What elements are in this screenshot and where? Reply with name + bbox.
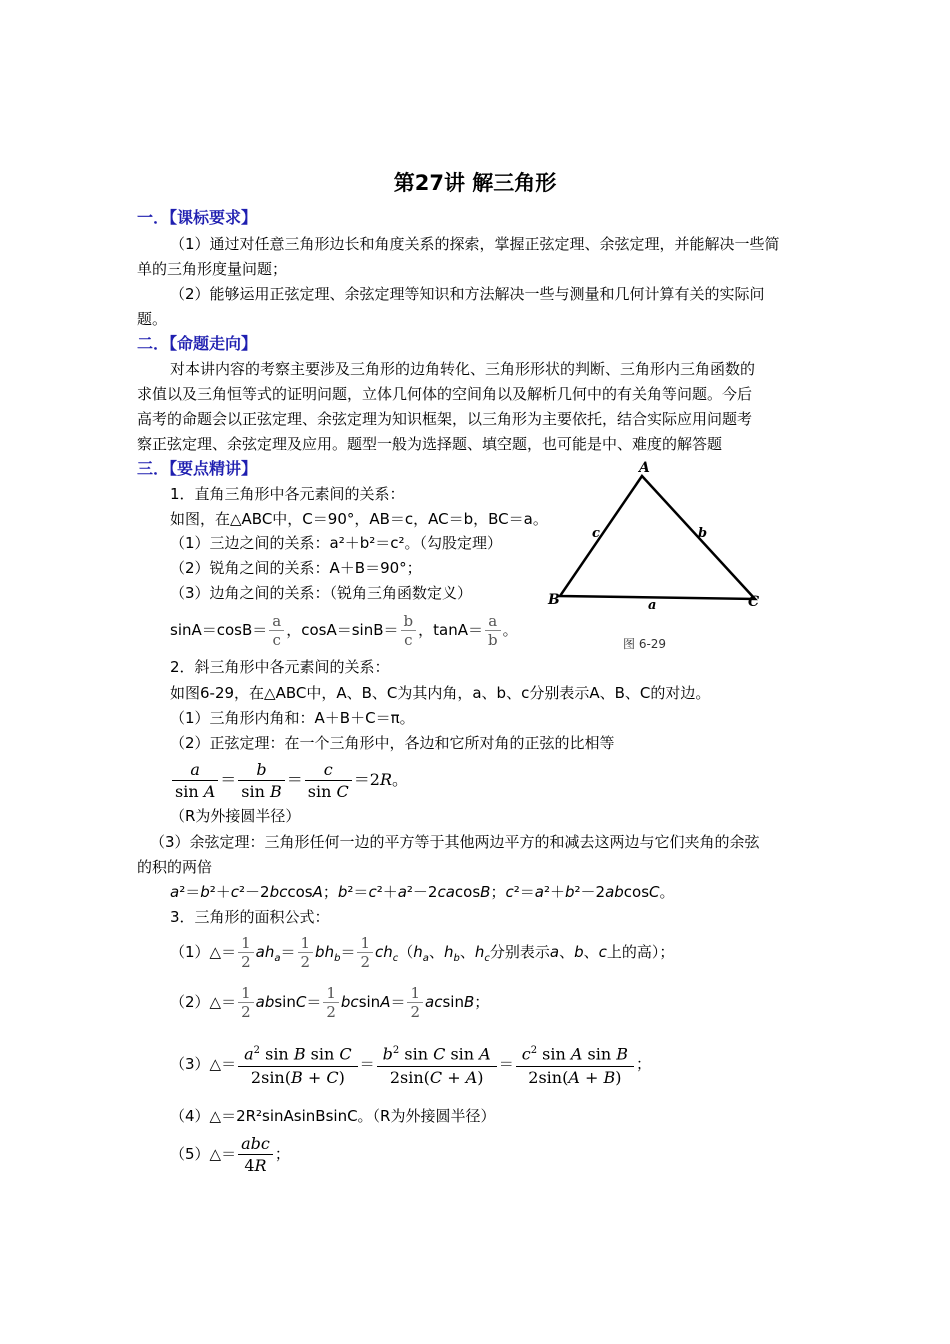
area-formula-2: （2）△＝ $\frac{1}{2}$ absinC＝ $\frac{1}{2}$ bcsinA＝ $\frac{1}{2}$ acsinB；: [170, 984, 490, 1021]
s3-point-3: 3．三角形的面积公式：: [170, 908, 330, 926]
vertex-label-C: C: [748, 594, 760, 610]
area-formula-5: （5）△＝ $\frac{\text{abc}}{4R}$ ；: [170, 1134, 290, 1175]
s3-point-2-intro: 如图6-29，在△ABC中，A、B、C为其内角，a、b、c分别表示A、B、C的对边。: [170, 684, 711, 702]
s1-paragraph-2b: 题。: [137, 310, 168, 328]
s1-paragraph-2a: （2）能够运用正弦定理、余弦定理等知识和方法解决一些与测量和几何计算有关的实际问: [170, 285, 765, 303]
area-formula-1: （1）△＝ $\frac{1}{2}$ $ah_a=$ $\frac{1}{2}$ $bh_b=$ $\frac{1}{2}$ $ch_c(h_a$、$h_b$、$h_c$分别表示a、b、c上的高）；: [170, 934, 675, 971]
vertex-label-B: B: [548, 592, 560, 608]
figure-caption: 图 6-29: [623, 637, 667, 651]
trig-definitions-formula: sinA＝cosB＝ $\frac{a}{c}$ ，cosA＝sinB＝ $\frac{b}{c}$ ，tanA＝ $\frac{a}{b}$ 。: [170, 612, 518, 649]
s3-point-2-item-1: （1）三角形内角和：A＋B＋C＝π。: [170, 709, 415, 727]
s3-point-1-intro: 如图，在△ABC中，C＝90°，AB＝c，AC＝b，BC＝a。: [170, 510, 548, 528]
side-label-a: a: [648, 598, 657, 613]
s3-point-1-item-1: （1）三边之间的关系：a²＋b²＝c²。（勾股定理）: [170, 534, 503, 552]
s1-paragraph-1a: （1）通过对任意三角形边长和角度关系的探索，掌握正弦定理、余弦定理，并能解决一些简: [170, 235, 780, 253]
s2-line-2: 求值以及三角恒等式的证明问题，立体几何体的空间角以及解析几何中的有关角等问题。今后: [137, 385, 753, 403]
s3-point-2-item-2-note: （R为外接圆半径）: [170, 807, 301, 825]
page-title: 第27讲 解三角形: [393, 171, 557, 195]
area-formula-4: （4）△＝2R²sinAsinBsinC。（R为外接圆半径）: [170, 1107, 496, 1125]
s3-point-2-item-3b: 的积的两倍: [137, 858, 213, 876]
triangle-abc: [560, 476, 755, 599]
s3-point-1: 1．直角三角形中各元素间的关系：: [170, 485, 405, 503]
area-formula-3: （3）△＝ $\frac{a^2 \sin B \sin C}{2\sin(B + C)}$ ＝ $\frac{b^2 \sin C \sin A}{2\sin(C + A)}$ ＝ $\frac{c^2 \sin A \sin B}{2\sin(A + B)}$ ；: [170, 1040, 651, 1089]
s2-line-1: 对本讲内容的考察主要涉及三角形的边角转化、三角形形状的判断、三角形内三角函数的: [170, 360, 756, 378]
section-3-heading: 三．【要点精讲】: [137, 459, 258, 478]
side-label-b: b: [698, 526, 708, 541]
s3-point-1-item-2: （2）锐角之间的关系：A＋B＝90°；: [170, 559, 422, 577]
s3-point-2-item-2: （2）正弦定理：在一个三角形中，各边和它所对角的正弦的比相等: [170, 734, 615, 752]
triangle-figure: [540, 456, 780, 656]
s3-point-2: 2．斜三角形中各元素间的关系：: [170, 658, 390, 676]
s3-point-2-item-3a: （3）余弦定理：三角形任何一边的平方等于其他两边平方的和减去这两边与它们夹角的余弦: [150, 833, 760, 851]
s2-line-4: 察正弦定理、余弦定理及应用。题型一般为选择题、填空题，也可能是中、难度的解答题: [137, 435, 723, 453]
side-label-c: c: [592, 526, 600, 541]
law-of-sines-formula: $\frac{a}{\text{sin A}}$ ＝ $\frac{b}{\text{sin B}}$ ＝ $\frac{c}{\text{sin C}}$ ＝2R。: [170, 758, 408, 802]
section-2-heading: 二．【命题走向】: [137, 334, 258, 353]
section-1-heading: 一．【课标要求】: [137, 208, 258, 227]
s3-point-1-item-3: （3）边角之间的关系：（锐角三角函数定义）: [170, 584, 473, 602]
vertex-label-A: A: [639, 460, 650, 476]
law-of-cosines-formula: a²＝b²＋c²－2bccosA；b²＝c²＋a²－2cacosB；c²＝a²＋b²－2abcosC。: [170, 883, 675, 901]
s2-line-3: 高考的命题会以正弦定理、余弦定理为知识框架，以三角形为主要依托，结合实际应用问题考: [137, 410, 753, 428]
s1-paragraph-1b: 单的三角形度量问题；: [137, 260, 288, 278]
